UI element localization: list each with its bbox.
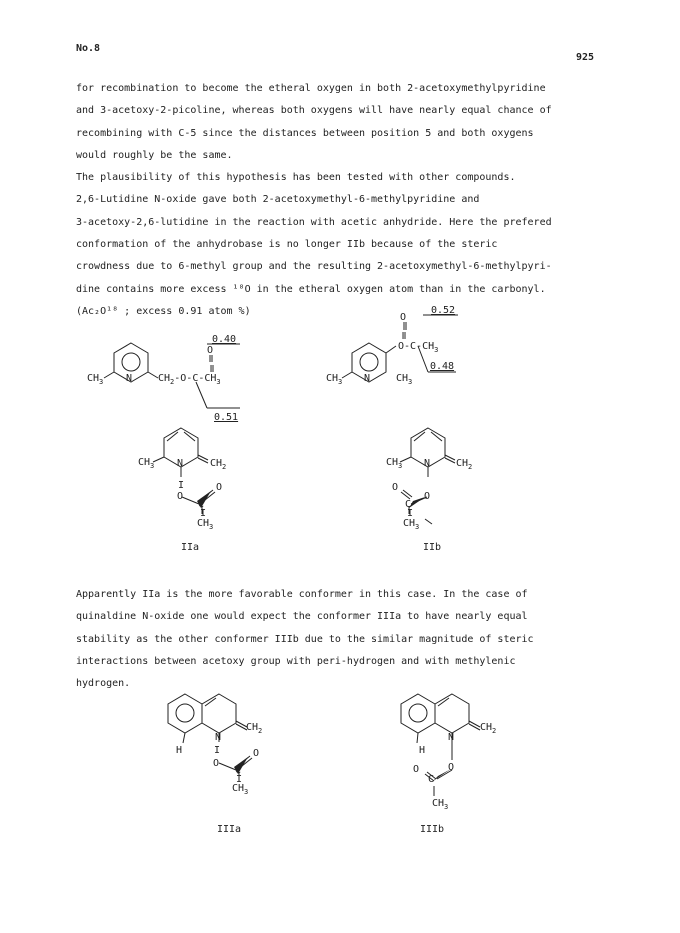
svg-text:I: I [200,508,207,519]
text-line: and 3-acetoxy-2-picoline, whereas both oxygens will have nearly equal chance of [76,105,552,117]
svg-text:N: N [424,458,431,469]
atom-labels-top-left [87,345,221,386]
svg-text:CH3: $CH_3$ [403,518,420,531]
svg-text:O: O [207,345,214,356]
svg-text:O: O [213,758,220,769]
label-IIb: IIb [423,542,442,553]
svg-text:CH2: $CH_2$ [246,722,263,735]
svg-text:CH3: $CH_3$ [396,373,413,386]
svg-text:O: O [177,491,184,502]
svg-text:CH3: $CH_3$ [326,373,343,386]
page-number: 925 [576,52,595,63]
value-ether-left: 0.51 [214,412,239,423]
svg-text:O: O [413,764,420,775]
svg-text:CH2: $CH_2$ [480,722,497,735]
svg-text:ǁ: ǁ [209,364,216,375]
svg-text:CH2: $CH_2$ [456,458,473,471]
value-carbonyl-left: 0.40 [212,334,237,345]
svg-text:I: I [214,745,221,756]
text-line: stability as the other conformer IIIb due to the similar magnitude of steric [76,633,534,645]
svg-text:CH3: $CH_3$ [232,783,249,796]
svg-text:I: I [178,480,185,491]
label-IIIb: IIIb [420,824,445,835]
svg-text:O-C-CH3: $O-C-CH_3$ [398,341,439,354]
text-line: The plausibility of this hypothesis has been tested with other compounds. [76,172,516,184]
svg-text:CH2-O-C-CH3: $CH_2-O-C-CH_3$ [158,373,221,386]
structure-acetoxymethyl-methylpyridine [104,343,240,408]
value-carbonyl-right: 0.52 [431,305,456,316]
svg-text:O: O [392,482,399,493]
svg-text:O: O [424,491,431,502]
text-line: hydrogen. [76,678,131,690]
svg-text:CH2: $CH_2$ [210,458,227,471]
structure-IIa [153,428,215,514]
svg-text:CH3: $CH_3$ [432,798,449,811]
svg-text:CH3: $CH_3$ [138,457,155,470]
svg-text:N: N [448,732,455,743]
svg-text:CH3: $CH_3$ [197,518,214,531]
svg-text:I: I [407,508,414,519]
text-line: 2,6-Lutidine N-oxide gave both 2-acetoxymethyl-6-methylpyridine and [76,194,480,206]
svg-text:I: I [236,774,243,785]
journal-number: No.8 [76,43,101,54]
svg-text:N: N [364,373,371,384]
svg-text:C: C [235,765,242,776]
label-IIIa: IIIa [217,824,242,835]
svg-text:C: C [428,774,435,785]
svg-text:N: N [126,373,133,384]
svg-text:ǁ: ǁ [401,331,408,342]
text-line: would roughly be the same. [76,149,233,161]
text-line: conformation of the anhydrobase is no longer IIb because of the steric [76,239,498,251]
svg-text:O: O [400,312,407,323]
text-line: 3-acetoxy-2,6-lutidine in the reaction with acetic anhydride. Here the prefered [76,216,552,228]
svg-text:CH3: $CH_3$ [87,373,104,386]
svg-text:H: H [176,745,183,756]
text-line: recombining with C-5 since the distances between position 5 and both oxygens [76,127,534,139]
svg-text:C: C [405,499,412,510]
svg-text:O: O [448,762,455,773]
paragraph-conformers [76,584,616,695]
text-line: quinaldine N-oxide one would expect the conformer IIIa to have nearly equal [76,611,528,623]
atom-labels-IIb [386,457,472,531]
structure-IIIb [401,694,480,796]
svg-text:CH3: $CH_3$ [386,457,403,470]
atom-labels-top-right [326,312,438,386]
svg-text:H: H [419,745,426,756]
label-IIa: IIa [181,542,200,553]
atom-labels-IIIb [413,722,496,811]
svg-text:N: N [215,732,222,743]
value-ether-right: 0.48 [430,361,455,372]
text-line: crowdness due to 6-methyl group and the resulting 2-acetoxymethyl-6-methylpyri- [76,261,552,273]
text-line: for recombination to become the etheral oxygen in both 2-acetoxymethylpyridine [76,83,546,94]
svg-text:N: N [177,458,184,469]
text-line: Apparently IIa is the more favorable conformer in this case. In the case of [76,589,528,600]
text-line: interactions between acetoxy group with peri-hydrogen and with methylenic [76,655,516,667]
atom-labels-IIIa [176,722,262,796]
text-line: (Ac₂O¹⁸ ; excess 0.91 atom %) [76,305,251,317]
svg-text:C: C [198,499,205,510]
text-line: dine contains more excess ¹⁸O in the etheral oxygen atom than in the carbonyl. [76,283,546,295]
svg-text:O: O [216,482,223,493]
svg-text:O: O [253,748,260,759]
